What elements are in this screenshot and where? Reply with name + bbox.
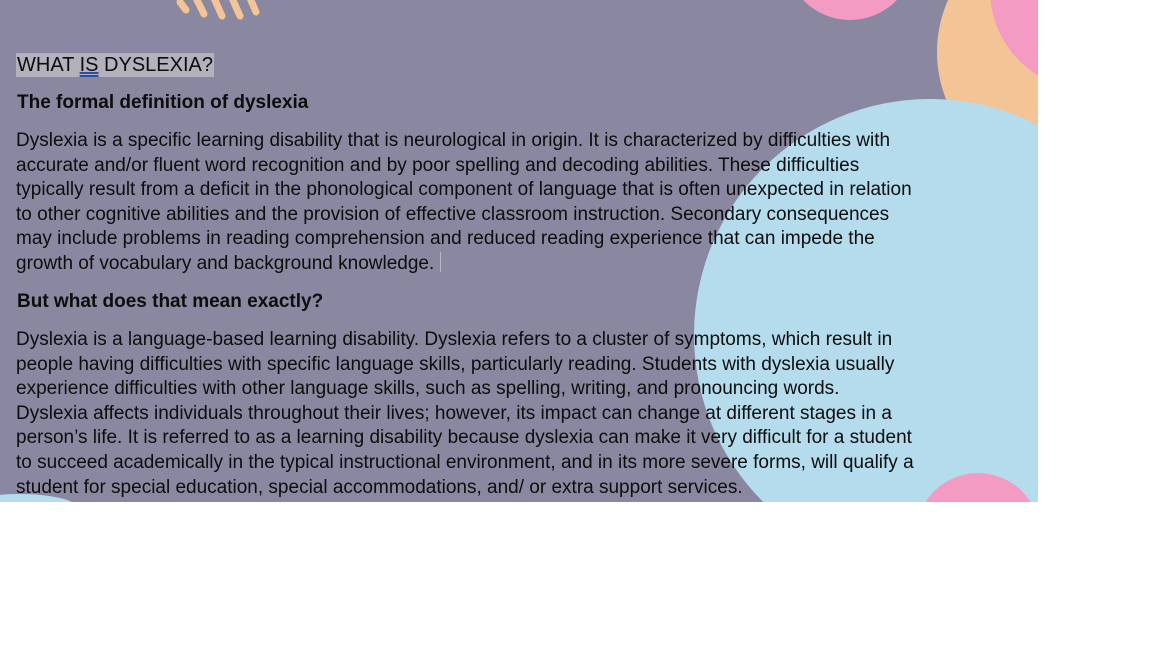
text-cursor (440, 252, 441, 272)
paragraph-line: Dyslexia is a language-based learning disability. Dyslexia refers to a cluster of symptoms, which result in (16, 329, 893, 350)
paragraph-explanation[interactable] (16, 328, 1028, 500)
paragraph-line: experience difficulties with other language skills, such as spelling, writing, and pronouncing words. (16, 378, 840, 400)
paragraph-line: Dyslexia is a specific learning disability that is neurological in origin. It is characterized by difficulties with (16, 130, 891, 151)
title-suffix: DYSLEXIA? (98, 54, 214, 76)
title-prefix: WHAT (17, 54, 80, 76)
title-underlined-word: IS (79, 54, 99, 76)
paragraph-line: people having difficulties with specific language skills, particularly reading. Students with dyslexia usually (16, 353, 895, 375)
paragraph-line: to other cognitive abilities and the provision of effective classroom instruction. Secondary consequences (16, 203, 890, 225)
heading-formal-definition: The formal definition of dyslexia (17, 92, 309, 113)
paragraph-line-text: growth of vocabulary and background knowledge. (16, 252, 435, 274)
paragraph-line: may include problems in reading comprehension and reduced reading experience that can impede the (16, 228, 875, 250)
slide-title[interactable] (16, 53, 214, 77)
paragraph-line: to succeed academically in the typical instructional environment, and in its more severe forms, will qualify a (16, 451, 914, 473)
heading-what-does-it-mean: But what does that mean exactly? (17, 291, 324, 312)
paragraph-line: Dyslexia affects individuals throughout their lives; however, its impact can change at different stages in a (16, 402, 892, 424)
paragraph-line: typically result from a deficit in the phonological component of language that is often unexpected in relation (16, 179, 912, 201)
paragraph-line: person’s life. It is referred to as a learning disability because dyslexia can make it very difficult for a student (16, 427, 912, 449)
paragraph-line: accurate and/or fluent word recognition and by poor spelling and decoding abilities. These difficulties (16, 154, 860, 176)
paragraph-line-last (16, 252, 1028, 277)
paragraph-formal-definition[interactable] (16, 129, 1028, 277)
paragraph-line: student for special education, special accommodations, and/ or extra support services. (16, 476, 743, 498)
